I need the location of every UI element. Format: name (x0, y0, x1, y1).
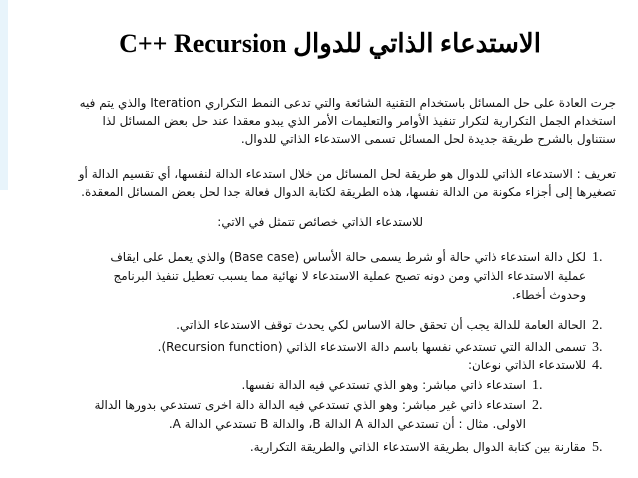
item-number: 2. (532, 398, 543, 413)
intro-line: سنتناول بالشرح طريقة جديدة لحل المسائل تسمى الاستدعاء الذاتي للدوال. (240, 132, 616, 146)
item-line: وحدوث أخطاء. (511, 288, 586, 302)
item-line: لكل دالة استدعاء ذاتي حالة أو شرط يسمى حالة الأساس (Base case) والذي يعمل على ايقاف (110, 250, 586, 264)
list-item (98, 316, 626, 335)
definition-paragraph (78, 165, 616, 201)
accent-stripe (0, 0, 8, 190)
slide-title: الاستدعاء الذاتي للدوال C++ Recursion (119, 29, 541, 58)
list-item (98, 438, 626, 457)
sub-list-item (98, 376, 626, 395)
list-item (98, 338, 626, 357)
sub-list-item (94, 396, 626, 434)
item-number: 2. (592, 318, 603, 333)
properties-heading: للاستدعاء الذاتي خصائص تتمثل في الاتي: (217, 215, 423, 229)
list-item (98, 248, 626, 305)
item-number: 3. (592, 340, 603, 355)
item-line: مقارنة بين كتابة الدوال بطريقة الاستدعاء الذاتي والطريقة التكرارية. (249, 440, 586, 454)
item-line: استدعاء ذاتي غير مباشر: وهو الذي تستدعي فيه الدالة دالة اخرى تستدعي بدورها الدالة (94, 398, 526, 412)
definition-line: تصغيرها إلى أجزاء مكونة من الدالة نفسها، هذه الطريقة لكتابة الدوال فعالة جدا لحل بعض المسائل المعقدة. (81, 185, 616, 199)
intro-line: جرت العادة على حل المسائل باستخدام التقنية الشائعة والتي تدعى النمط التكراري Iteration والذي يتم فيه (79, 96, 616, 110)
item-line: الحالة العامة للدالة يجب أن تحقق حالة الاساس لكي يحدث توقف الاستدعاء الذاتي. (176, 318, 586, 332)
item-line: استدعاء ذاتي مباشر: وهو الذي تستدعي فيه الدالة نفسها. (241, 378, 526, 392)
item-line: تسمى الدالة التي تستدعي نفسها باسم دالة الاستدعاء الذاتي (Recursion function). (157, 340, 586, 354)
item-number: 5. (592, 440, 603, 455)
item-number: 1. (592, 250, 603, 265)
item-number: 4. (592, 358, 603, 373)
item-line: الاولى. مثال : أن تستدعي الدالة A الدالة B، والدالة B تستدعي الدالة A. (168, 417, 526, 431)
intro-line: استخدام الجمل التكرارية لتكرار تنفيذ الأوامر والتعليمات الأمر الذي يبدو معقدا عند حل بعض المسائل لذا (102, 114, 616, 128)
item-line: عملية الاستدعاء الذاتي ومن دونه تصبح عملية الاستدعاء لا نهائية مما يسبب تعطيل تنفيذ البرنامج (113, 269, 586, 283)
intro-paragraph (79, 94, 616, 148)
definition-line: تعريف : الاستدعاء الذاتي للدوال هو طريقة لحل المسائل من خلال استدعاء الدالة لنفسها، أي تقسيم الدالة أو (78, 167, 616, 181)
item-number: 1. (532, 378, 543, 393)
item-line: للاستدعاء الذاتي نوعان: (467, 358, 586, 372)
list-item (98, 356, 626, 375)
